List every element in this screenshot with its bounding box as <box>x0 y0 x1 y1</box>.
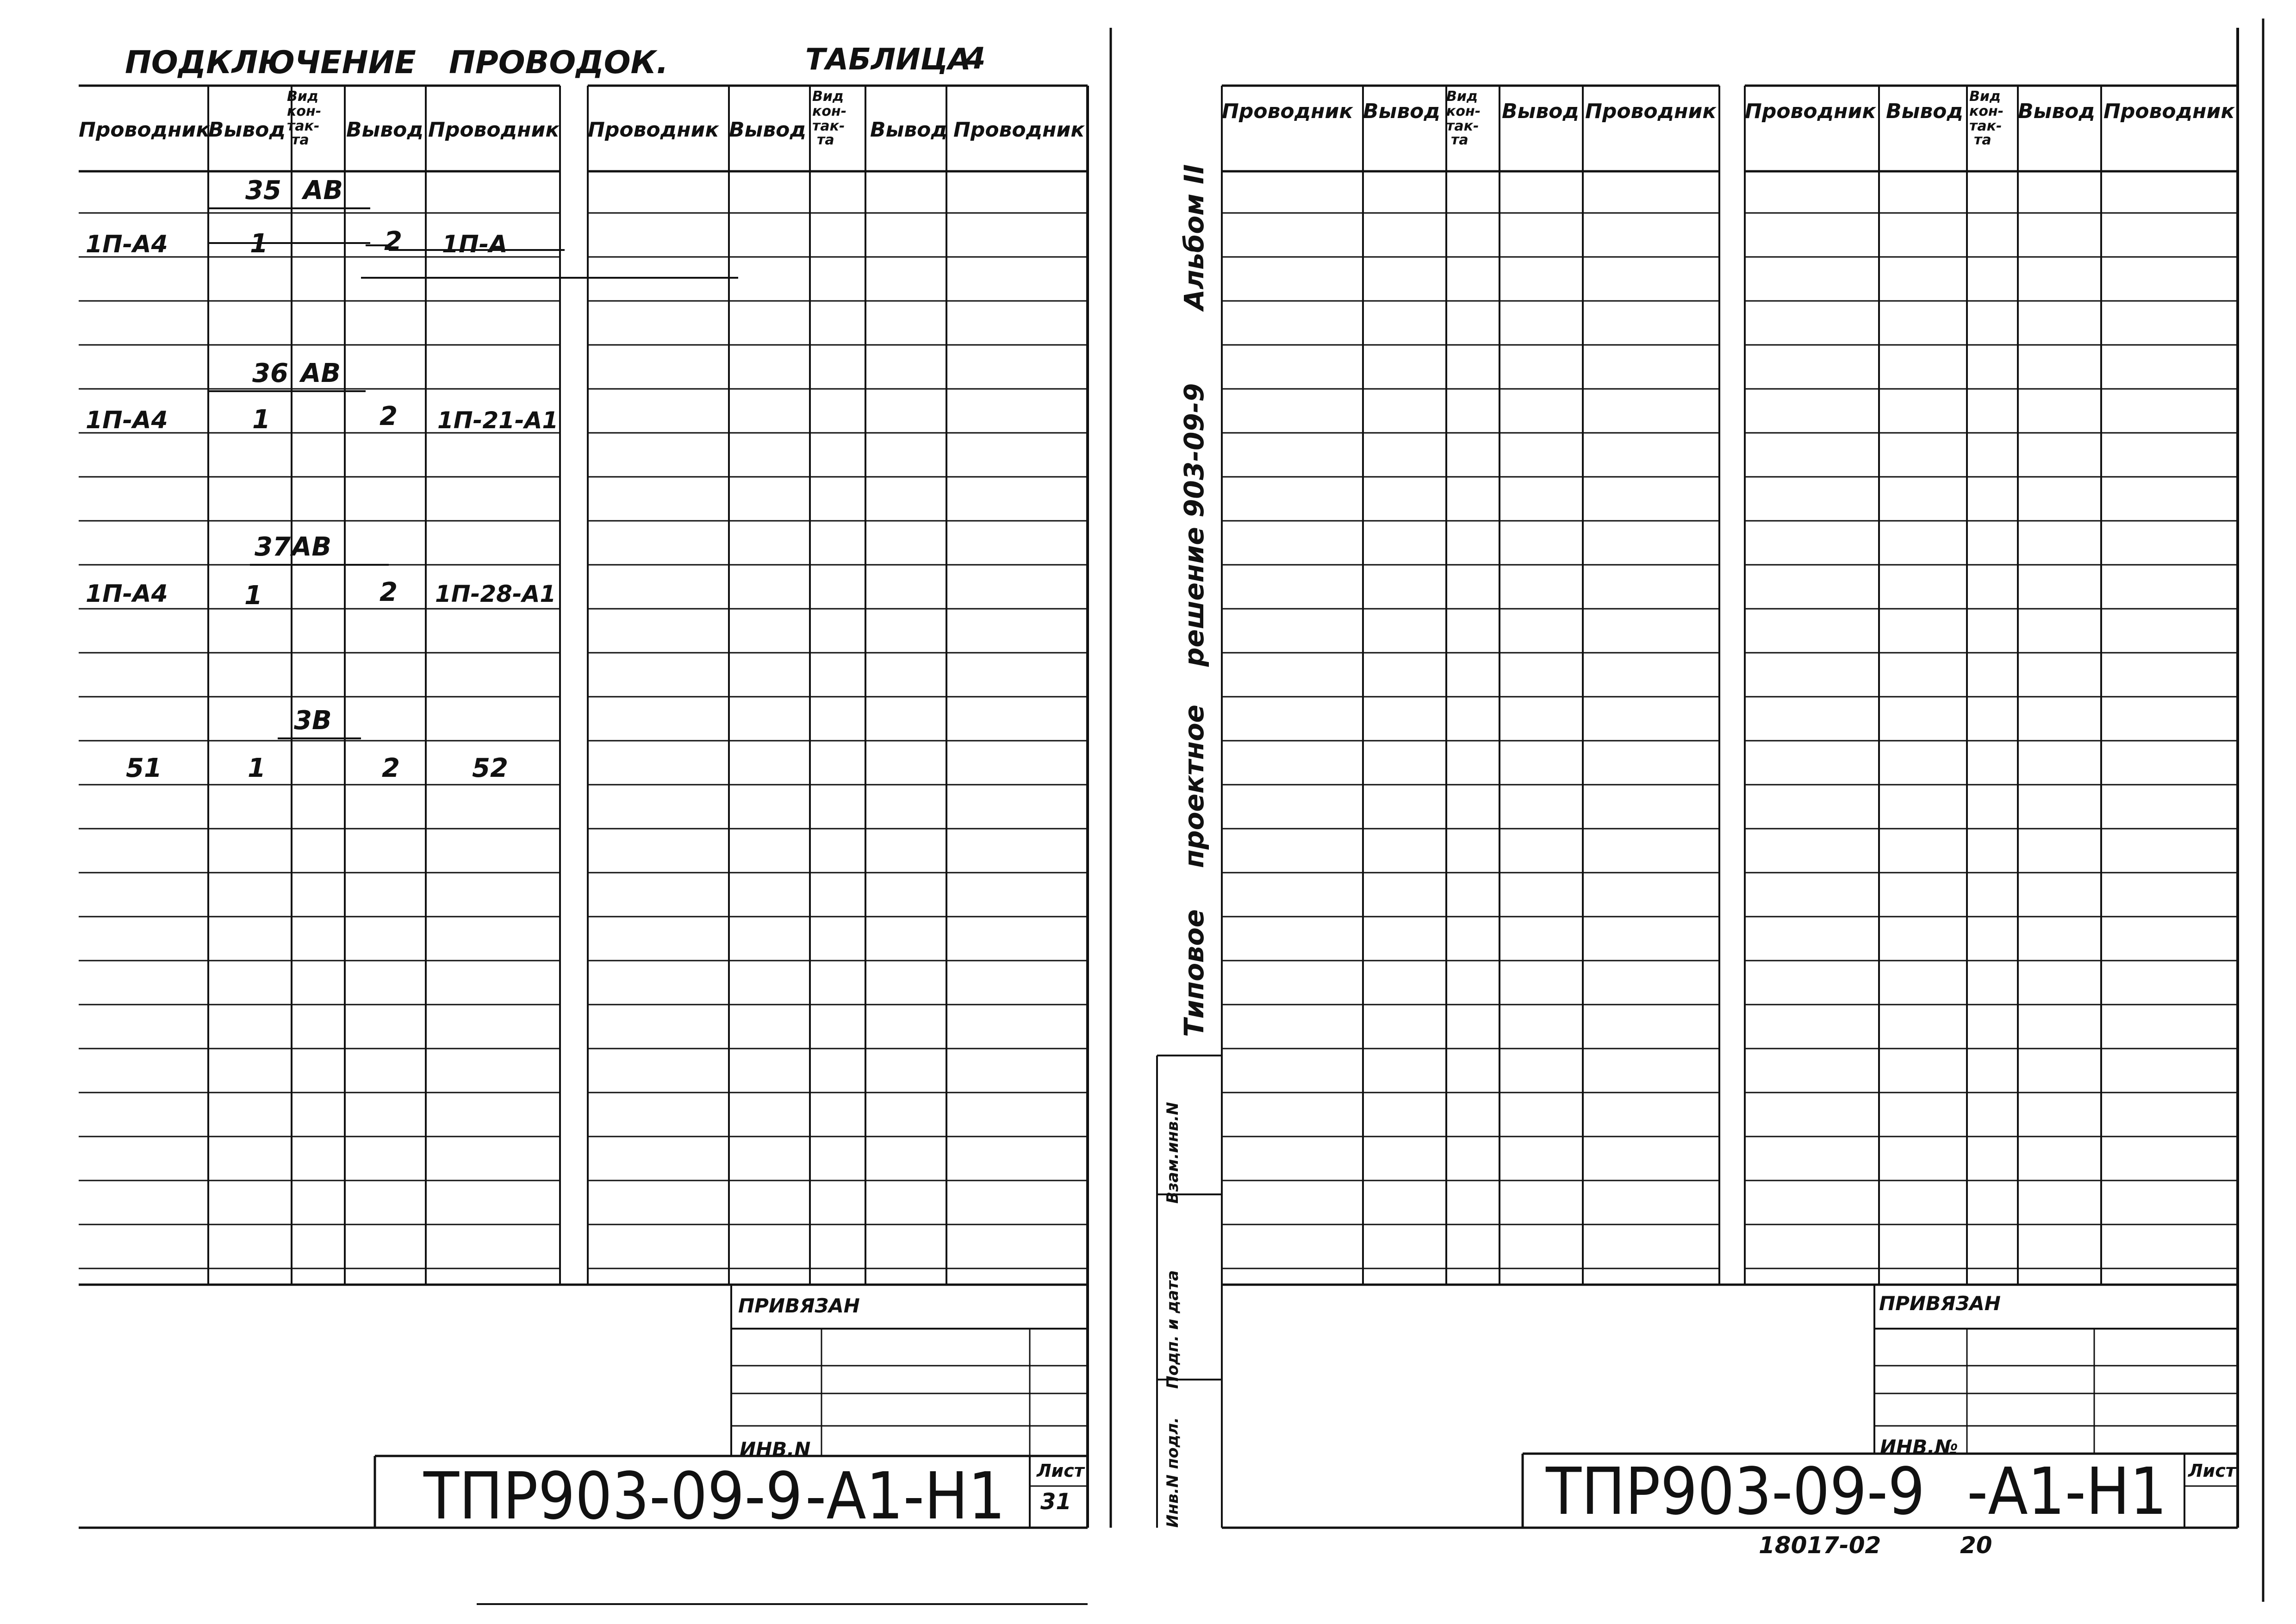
header-terminal: Вывод <box>729 118 806 142</box>
document-code: ТПР903-09-9 <box>423 1459 803 1534</box>
header-terminal: Вывод <box>208 118 286 142</box>
spine-field-inventory: Инв.N подл. <box>1164 1417 1182 1528</box>
header-conductor: Проводник <box>79 118 210 142</box>
spine-title-decision: решение 903-09-9 <box>1178 383 1210 667</box>
header-terminal: Вывод <box>1363 100 1440 123</box>
inventory-label: ИНВ.N <box>740 1438 811 1461</box>
device-type: 3В <box>294 706 332 736</box>
header-contact-2: кон- <box>1446 103 1481 119</box>
document-suffix-right: -А1-Н1 <box>1967 1454 2167 1530</box>
to-terminal: 2 <box>380 577 398 607</box>
header-contact-3: так- <box>287 118 320 134</box>
right-table-a-header <box>1222 88 1717 148</box>
header-contact-2: кон- <box>812 103 847 119</box>
binding-label-right: ПРИВЯЗАН <box>1879 1292 2001 1315</box>
sheet-label-right: Лист <box>2188 1461 2236 1481</box>
header-contact-1: Вид <box>1446 88 1478 105</box>
binding-label: ПРИВЯЗАН <box>738 1294 860 1317</box>
header-conductor-2: Проводник <box>2103 100 2235 123</box>
inventory-label-right: ИНВ.№ <box>1880 1436 1958 1458</box>
header-conductor: Проводник <box>588 118 719 142</box>
header-terminal-2: Вывод <box>2018 100 2095 123</box>
from-conductor: 51 <box>126 753 162 783</box>
header-contact-4: та <box>817 132 834 148</box>
header-terminal-2: Вывод <box>870 118 947 142</box>
header-contact-2: кон- <box>287 103 322 119</box>
header-conductor-2: Проводник <box>953 118 1085 142</box>
from-conductor: 1П-А4 <box>86 231 168 258</box>
header-contact-4: та <box>1451 132 1468 148</box>
wiring-group-36 <box>86 358 558 435</box>
device-number: 36 <box>252 358 288 388</box>
header-contact-1: Вид <box>1969 88 2001 105</box>
device-type: АВ <box>303 175 343 206</box>
wiring-group-37 <box>86 532 556 611</box>
spine <box>1164 164 1210 1528</box>
from-terminal: 1 <box>250 229 268 259</box>
header-conductor-2: Проводник <box>1585 100 1717 123</box>
to-conductor: 52 <box>472 753 508 783</box>
to-terminal: 2 <box>382 753 400 783</box>
sheet-label: Лист <box>1037 1461 1084 1481</box>
header-contact-2: кон- <box>1969 103 2004 119</box>
to-terminal: 2 <box>384 226 402 256</box>
header-conductor: Проводник <box>1222 100 1353 123</box>
left-table-a-header <box>79 88 560 148</box>
header-conductor-2: Проводник <box>428 118 560 142</box>
heading-wiring: ПРОВОДОК. <box>449 44 668 81</box>
document-suffix: -А1-Н1 <box>805 1459 1006 1534</box>
header-contact-3: так- <box>1969 118 2002 134</box>
wiring-group-3v <box>126 706 508 783</box>
sheet-number: 31 <box>1040 1489 1071 1515</box>
archive-number: 18017-02 <box>1759 1532 1881 1559</box>
header-terminal: Вывод <box>1886 100 1963 123</box>
from-conductor: 1П-А4 <box>86 406 168 434</box>
table-number: 4 <box>965 42 986 76</box>
spine-field-signature: Подп. и дата <box>1164 1270 1182 1389</box>
header-contact-1: Вид <box>812 88 844 105</box>
device-number: 35 <box>245 175 281 206</box>
device-number: 37 <box>255 532 291 562</box>
to-terminal: 2 <box>380 401 398 431</box>
to-conductor: 1П-А <box>442 231 508 258</box>
spine-title-typical: Типовое <box>1178 909 1210 1037</box>
document-code-right: ТПР903-09-9 <box>1546 1454 1925 1530</box>
spine-field-replacement: Взам.инв.N <box>1164 1102 1182 1204</box>
spine-title-design: проектное <box>1178 704 1210 868</box>
table-label: ТАБЛИЦА <box>805 43 971 77</box>
to-conductor: 1П-28-А1 <box>435 581 556 607</box>
device-type: АВ <box>301 358 341 388</box>
right-table-b-header <box>1745 88 2235 148</box>
from-terminal: 1 <box>244 581 262 611</box>
header-contact-4: та <box>1974 132 1991 148</box>
header-contact-3: так- <box>1446 118 1479 134</box>
left-table-b-header <box>588 88 1085 148</box>
header-contact-4: та <box>292 132 309 148</box>
header-contact-3: так- <box>812 118 845 134</box>
from-terminal: 1 <box>248 753 266 783</box>
header-contact-1: Вид <box>287 88 319 105</box>
header-conductor: Проводник <box>1745 100 1876 123</box>
to-conductor: 1П-21-А1 <box>437 407 559 434</box>
heading-connection: ПОДКЛЮЧЕНИЕ <box>125 44 416 81</box>
wiring-group-35 <box>86 175 508 259</box>
header-terminal-2: Вывод <box>346 118 423 142</box>
header-terminal-2: Вывод <box>1502 100 1579 123</box>
archive-page: 20 <box>1960 1532 1992 1559</box>
from-terminal: 1 <box>252 405 270 435</box>
from-conductor: 1П-А4 <box>86 580 168 608</box>
spine-title-album: Альбом II <box>1178 164 1210 310</box>
device-type: АВ <box>292 532 332 562</box>
